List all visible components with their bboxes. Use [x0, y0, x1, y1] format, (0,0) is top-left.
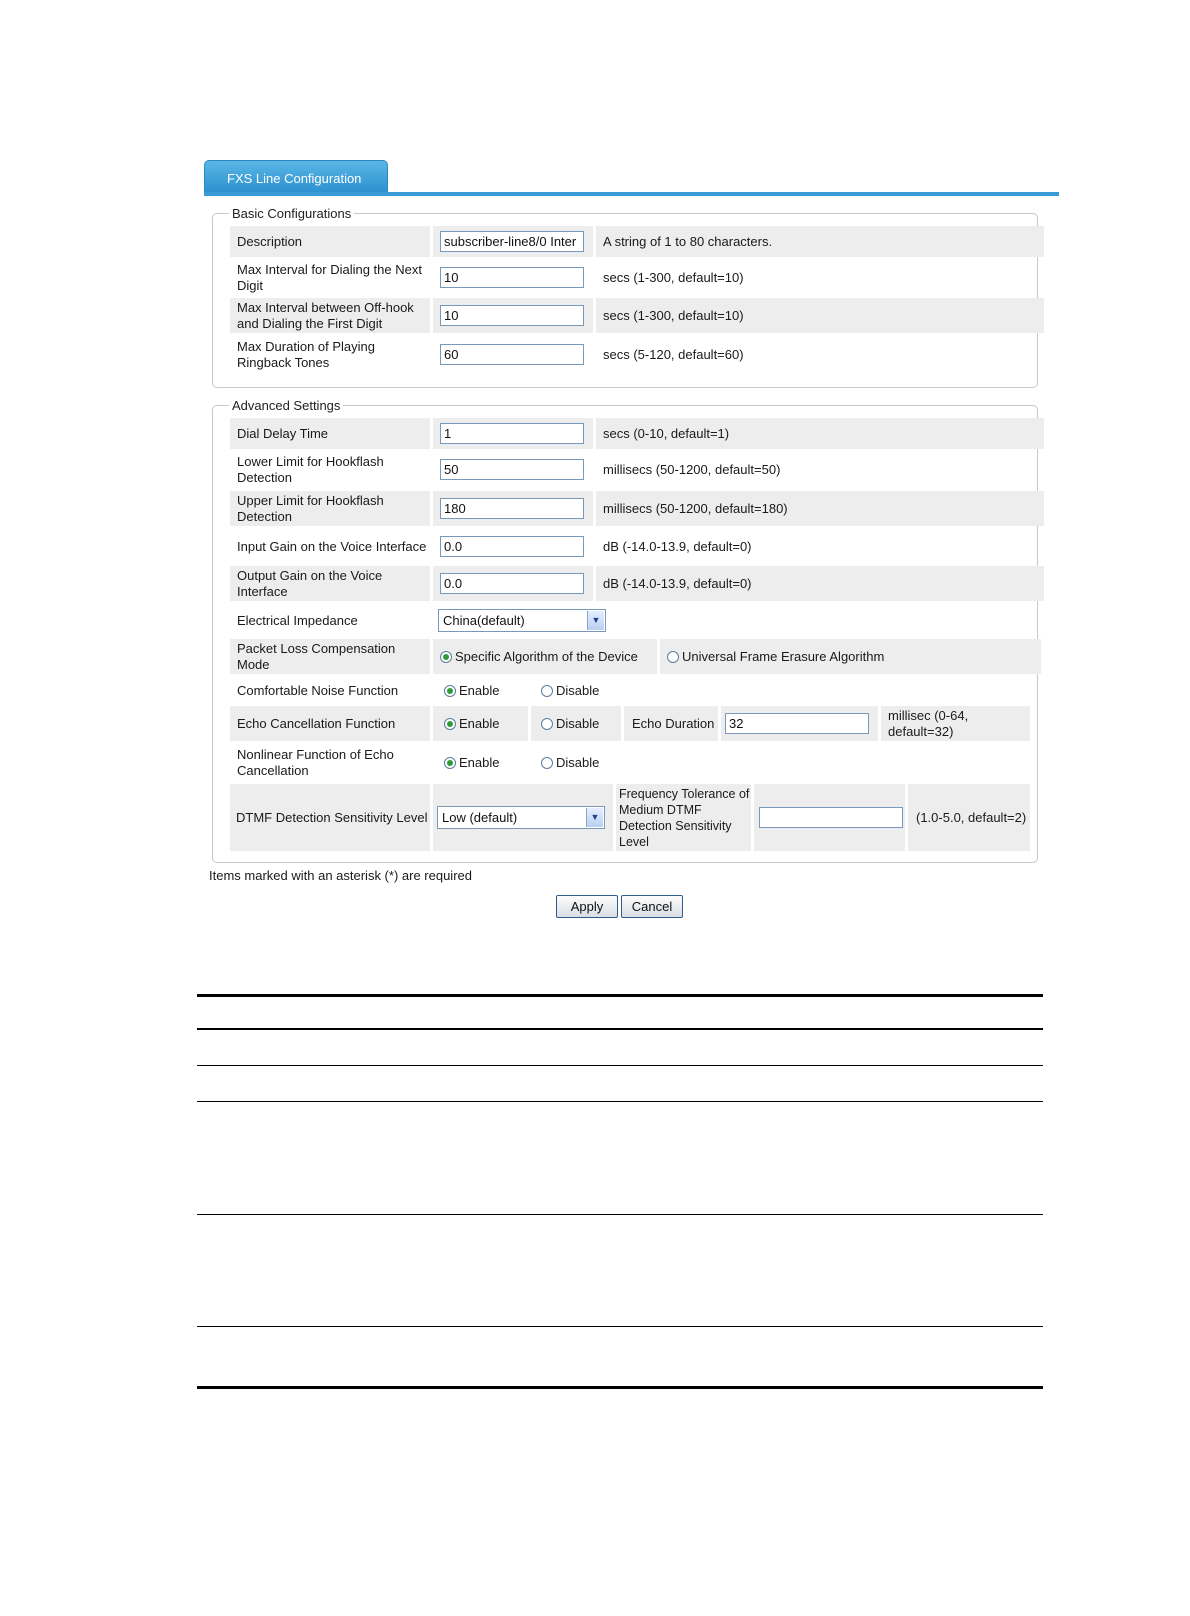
- output-gain-input[interactable]: 0.0: [440, 573, 584, 594]
- ringback-label: Max Duration of Playing Ringback Tones: [237, 338, 376, 370]
- radio-selected-icon[interactable]: [440, 651, 452, 663]
- cancel-button[interactable]: Cancel: [621, 895, 683, 918]
- next-digit-hint: secs (1-300, default=10): [603, 269, 744, 285]
- first-digit-input[interactable]: 10: [440, 305, 584, 326]
- plc-row: [230, 639, 1047, 674]
- input-gain-label: Input Gain on the Voice Interface: [237, 538, 427, 554]
- radio-icon[interactable]: [541, 718, 553, 730]
- dtmf-row: [230, 784, 1047, 851]
- radio-icon[interactable]: [541, 685, 553, 697]
- table-row-rule: [197, 1326, 1043, 1327]
- output-gain-hint: dB (-14.0-13.9, default=0): [596, 566, 1044, 601]
- lower-hookflash-input[interactable]: 50: [440, 459, 584, 480]
- impedance-selected: China(default): [443, 613, 525, 628]
- output-gain-label: Output Gain on the Voice Interface: [230, 566, 430, 601]
- lower-hookflash-label: Lower Limit for Hookflash Detection: [237, 453, 384, 485]
- echo-cancel-label: Echo Cancellation Function: [230, 706, 430, 741]
- impedance-label: Electrical Impedance: [237, 612, 358, 628]
- dtmf-tolerance-label: Frequency Tolerance of Medium DTMF Detection Sensitivity Level: [616, 784, 751, 851]
- output-gain-row: [230, 566, 1047, 601]
- tab-fxs-line-configuration[interactable]: FXS Line Configuration: [204, 160, 388, 194]
- comfort-noise-enable[interactable]: [433, 677, 528, 705]
- description-row: [230, 226, 1047, 257]
- echo-cancel-row: [230, 706, 1047, 741]
- first-digit-hint: secs (1-300, default=10): [596, 298, 1044, 333]
- plc-option-universal[interactable]: [660, 639, 1041, 674]
- comfort-noise-label: Comfortable Noise Function: [237, 683, 399, 698]
- first-digit-label: Max Interval between Off-hook and Dialing the First Digit: [230, 298, 430, 333]
- ringback-hint: secs (5-120, default=60): [603, 346, 744, 362]
- echo-cancel-disable-label: Disable: [556, 715, 600, 731]
- nonlinear-row: [230, 745, 1047, 780]
- table-top-rule: [197, 994, 1043, 997]
- dtmf-selected: Low (default): [442, 810, 518, 825]
- dial-delay-hint: secs (0-10, default=1): [596, 418, 1044, 449]
- echo-cancel-disable[interactable]: [531, 706, 621, 741]
- echo-duration-hint: millisec (0-64, default=32): [881, 706, 1030, 741]
- table-row-rule: [197, 1214, 1043, 1215]
- apply-button[interactable]: Apply: [556, 895, 618, 918]
- radio-selected-icon[interactable]: [444, 685, 456, 697]
- plc-option-specific-label: Specific Algorithm of the Device: [455, 648, 638, 664]
- dtmf-tolerance-hint: (1.0-5.0, default=2): [908, 784, 1030, 851]
- chevron-down-icon[interactable]: ▼: [587, 611, 604, 630]
- lower-hookflash-row: [230, 452, 1047, 487]
- comfort-noise-disable[interactable]: [531, 677, 621, 705]
- chevron-down-icon[interactable]: ▼: [586, 808, 603, 827]
- comfort-noise-enable-label: Enable: [459, 683, 500, 698]
- table-row-rule: [197, 1101, 1043, 1102]
- radio-selected-icon[interactable]: [444, 718, 456, 730]
- tab-underline: [204, 192, 1059, 196]
- nonlinear-enable[interactable]: [433, 745, 528, 780]
- dial-delay-row: [230, 418, 1047, 449]
- description-hint: A string of 1 to 80 characters.: [596, 226, 1044, 257]
- impedance-select[interactable]: [438, 609, 606, 632]
- required-note: Items marked with an asterisk (*) are required: [209, 868, 472, 883]
- description-input[interactable]: subscriber-line8/0 Inter: [440, 231, 584, 252]
- next-digit-label: Max Interval for Dialing the Next Digit: [237, 261, 422, 293]
- plc-label: Packet Loss Compensation Mode: [230, 639, 430, 674]
- plc-option-universal-label: Universal Frame Erasure Algorithm: [682, 648, 885, 664]
- table-bottom-rule: [197, 1386, 1043, 1389]
- table-row-rule: [197, 1065, 1043, 1066]
- comfort-noise-disable-label: Disable: [556, 683, 600, 698]
- basic-configurations-legend: Basic Configurations: [232, 206, 352, 221]
- advanced-settings-legend: Advanced Settings: [232, 398, 341, 413]
- nonlinear-disable-label: Disable: [556, 754, 600, 770]
- description-label: Description: [230, 226, 430, 257]
- input-gain-hint: dB (-14.0-13.9, default=0): [603, 538, 752, 554]
- nonlinear-label: Nonlinear Function of Echo Cancellation: [237, 746, 394, 778]
- next-digit-input[interactable]: 10: [440, 267, 584, 288]
- upper-hookflash-label: Upper Limit for Hookflash Detection: [230, 491, 430, 526]
- nonlinear-disable[interactable]: [531, 745, 621, 780]
- first-digit-row: [230, 298, 1047, 333]
- dtmf-select[interactable]: [437, 806, 605, 829]
- dtmf-tolerance-input[interactable]: [759, 807, 903, 828]
- echo-cancel-enable-label: Enable: [459, 715, 500, 731]
- upper-hookflash-hint: millisecs (50-1200, default=180): [596, 491, 1044, 526]
- table-header-rule: [197, 1028, 1043, 1030]
- input-gain-input[interactable]: 0.0: [440, 536, 584, 557]
- ringback-row: [230, 337, 1047, 372]
- radio-icon[interactable]: [541, 757, 553, 769]
- ringback-input[interactable]: 60: [440, 344, 584, 365]
- dtmf-label: DTMF Detection Sensitivity Level: [230, 784, 430, 851]
- dial-delay-label: Dial Delay Time: [230, 418, 430, 449]
- radio-selected-icon[interactable]: [444, 757, 456, 769]
- lower-hookflash-hint: millisecs (50-1200, default=50): [603, 461, 781, 477]
- nonlinear-enable-label: Enable: [459, 754, 500, 770]
- comfort-noise-row: [230, 677, 1047, 705]
- echo-cancel-enable[interactable]: [433, 706, 528, 741]
- upper-hookflash-row: [230, 491, 1047, 526]
- radio-icon[interactable]: [667, 651, 679, 663]
- input-gain-row: [230, 531, 1047, 562]
- plc-option-specific[interactable]: [433, 639, 657, 674]
- next-digit-row: [230, 260, 1047, 295]
- upper-hookflash-input[interactable]: 180: [440, 498, 584, 519]
- echo-duration-input[interactable]: 32: [725, 713, 869, 734]
- echo-duration-label: Echo Duration: [624, 706, 718, 741]
- impedance-row: [230, 605, 1047, 636]
- dial-delay-input[interactable]: 1: [440, 423, 584, 444]
